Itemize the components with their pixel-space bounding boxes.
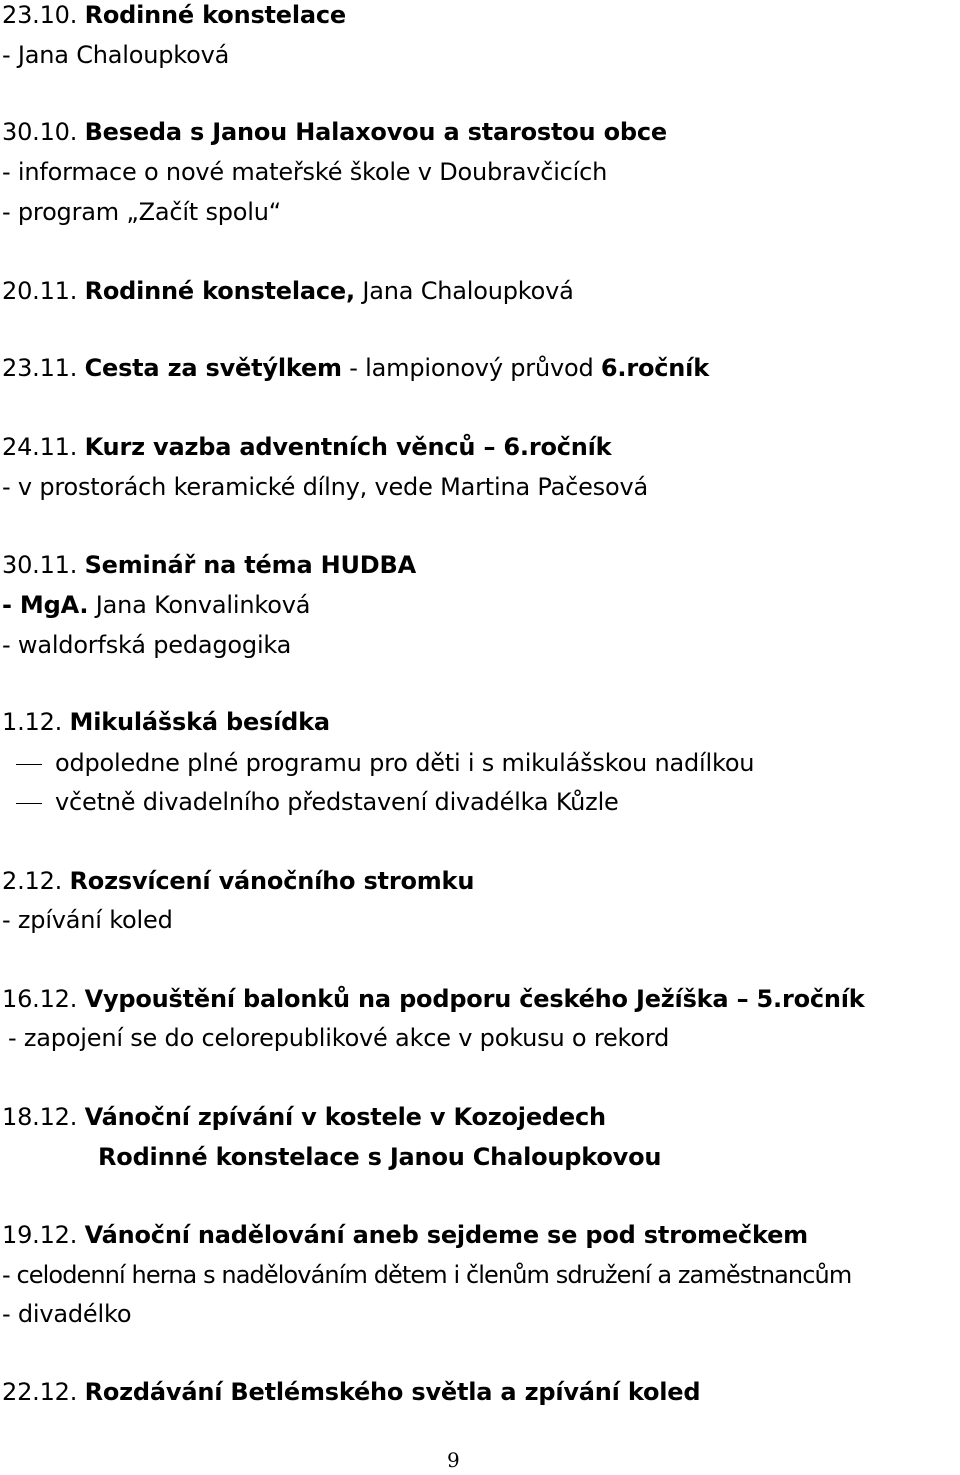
note-bold: - MgA. — [2, 591, 89, 619]
event-note: - zpívání koled — [2, 906, 173, 934]
event-note: - celodenní herna s nadělováním dětem i členům sdružení a zaměstnancům — [2, 1261, 852, 1289]
event-date: 30.11. — [2, 551, 78, 579]
event-title: Vánoční zpívání v kostele v Kozojedech — [84, 1103, 606, 1131]
event-23-11 — [2, 353, 709, 383]
event-title-rest: Jana Chaloupková — [354, 277, 574, 305]
event-date: 18.12. — [2, 1103, 78, 1131]
note-rest: Jana Konvalinková — [88, 591, 311, 619]
event-18-12 — [2, 1102, 606, 1132]
event-title-rest: - lampionový průvod — [341, 354, 601, 382]
event-30-10 — [2, 117, 667, 147]
event-note: - waldorfská pedagogika — [2, 631, 292, 659]
event-date: 2.12. — [2, 867, 63, 895]
event-16-12 — [2, 984, 865, 1014]
event-note: - v prostorách keramické dílny, vede Martina Pačesová — [2, 473, 648, 501]
event-1-12 — [2, 707, 330, 737]
event-note: - program „Začít spolu“ — [2, 198, 281, 226]
event-date: 24.11. — [2, 433, 78, 461]
event-date: 19.12. — [2, 1221, 78, 1249]
event-note: - Jana Chaloupková — [2, 41, 230, 69]
event-date: 23.10. — [2, 1, 78, 29]
event-title-tail: 6.ročník — [600, 354, 709, 382]
event-title: Rodinné konstelace — [84, 1, 347, 29]
event-30-11 — [2, 550, 416, 580]
page-number: 9 — [447, 1448, 460, 1472]
event-date: 20.11. — [2, 277, 78, 305]
event-title: Seminář na téma HUDBA — [84, 551, 416, 579]
bullet-item: včetně divadelního představení divadélka Kůzle — [55, 788, 619, 816]
event-title: Mikulášská besídka — [69, 708, 330, 736]
bullet-dash — [16, 764, 42, 765]
event-date: 23.11. — [2, 354, 78, 382]
event-20-11 — [2, 276, 574, 306]
event-24-11 — [2, 432, 611, 462]
event-note — [2, 590, 310, 620]
event-note: - zapojení se do celorepublikové akce v pokusu o rekord — [8, 1024, 670, 1052]
event-19-12 — [2, 1220, 808, 1250]
event-22-12 — [2, 1377, 700, 1407]
bullet-item: odpoledne plné programu pro děti i s mikulášskou nadílkou — [55, 749, 755, 777]
event-date: 1.12. — [2, 708, 63, 736]
event-title: Cesta za světýlkem — [84, 354, 342, 382]
event-continuation: Rodinné konstelace s Janou Chaloupkovou — [98, 1143, 662, 1171]
event-title: Vypouštění balonků na podporu českého Ježíška – 5.ročník — [84, 985, 865, 1013]
event-23-10 — [2, 0, 346, 30]
event-title: Rodinné konstelace, — [84, 277, 355, 305]
bullet-dash — [16, 803, 42, 804]
event-2-12 — [2, 866, 474, 896]
event-title: Beseda s Janou Halaxovou a starostou obce — [84, 118, 667, 146]
event-note: - informace o nové mateřské škole v Doubravčicích — [2, 158, 608, 186]
event-date: 22.12. — [2, 1378, 78, 1406]
event-date: 16.12. — [2, 985, 78, 1013]
event-title: Rozdávání Betlémského světla a zpívání koled — [84, 1378, 701, 1406]
event-title: Kurz vazba adventních věnců – 6.ročník — [84, 433, 612, 461]
event-title: Vánoční nadělování aneb sejdeme se pod stromečkem — [84, 1221, 808, 1249]
event-note: - divadélko — [2, 1300, 132, 1328]
event-date: 30.10. — [2, 118, 78, 146]
event-title: Rozsvícení vánočního stromku — [69, 867, 475, 895]
